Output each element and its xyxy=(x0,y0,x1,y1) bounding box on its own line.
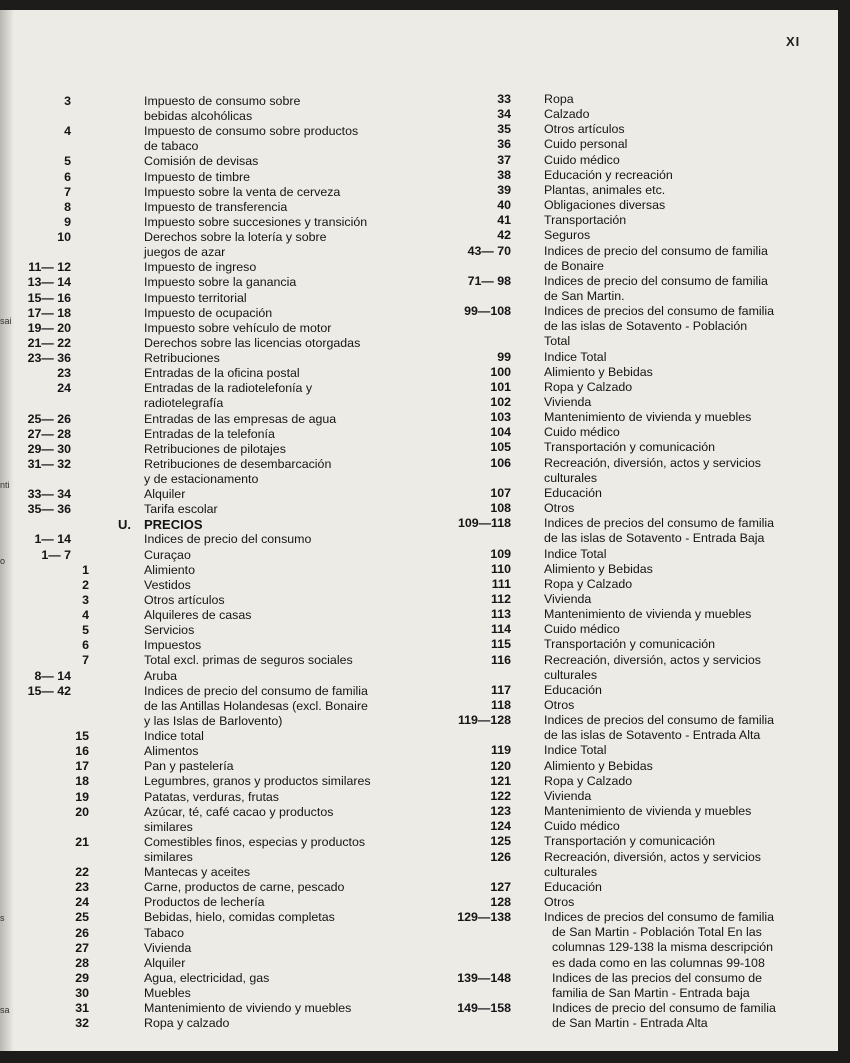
entry-text: Vivienda xyxy=(544,395,592,409)
entry-number: 24 xyxy=(57,381,71,396)
entry-number: 36 xyxy=(497,137,511,152)
entry-number: 26 xyxy=(75,925,89,940)
entry-text: Total xyxy=(544,334,571,349)
entry-text: de San Martin. xyxy=(544,288,625,303)
entry-text: Ropa xyxy=(544,92,574,106)
entry-text: Impuesto sobre vehículo de motor xyxy=(144,320,332,335)
entry-text: Impuesto sobre la venta de cerveza xyxy=(144,184,341,199)
entry-number: 121 xyxy=(490,773,511,788)
entry-number: 19 xyxy=(75,789,89,804)
entry-number: 24 xyxy=(75,895,89,910)
entry-number: 9 xyxy=(64,214,71,229)
entry-text: Vivienda xyxy=(144,940,192,955)
entry-text: Aruba xyxy=(144,668,178,683)
entry-number: 105 xyxy=(490,440,511,455)
entry-text: Plantas, animales etc. xyxy=(544,182,666,197)
entry-text: Carne, productos de carne, pescado xyxy=(144,880,345,895)
entry-text: Muebles xyxy=(144,986,191,1001)
entry-text: Ropa y calzado xyxy=(144,1016,230,1031)
entry-text: Alquiler xyxy=(144,955,186,970)
entry-text: Retribuciones de desembarcación xyxy=(144,456,332,471)
entry-text: Transportación y comunicación xyxy=(544,834,716,849)
entry-text: Derechos sobre las licencias otorgadas xyxy=(144,335,361,350)
entry-text: Indice Total xyxy=(544,349,607,364)
entry-number: 22 xyxy=(75,865,89,880)
entry-text: Indices de precios del consumo de familia xyxy=(544,713,775,728)
entry-number: 3 xyxy=(82,592,89,607)
entry-number: 99—108 xyxy=(464,304,511,319)
entry-text: de las islas de Sotavento - Población xyxy=(544,319,748,334)
entry-text: Mantecas y aceites xyxy=(144,865,251,880)
entry-number: U. xyxy=(118,517,131,533)
entry-number: 27— 28 xyxy=(27,426,71,441)
entry-number: 15 xyxy=(75,729,89,744)
entry-number: 35— 36 xyxy=(27,502,71,517)
entry-text: Educación y recreación xyxy=(544,167,673,182)
entry-text: Indices de precio del consumo de familia xyxy=(144,683,368,698)
entry-text: Total excl. primas de seguros sociales xyxy=(144,653,353,668)
entry-text: Ropa y Calzado xyxy=(544,773,633,788)
entry-text: culturales xyxy=(544,864,598,879)
entry-number: 122 xyxy=(490,788,511,803)
entry-number: 106 xyxy=(490,455,511,470)
entry-text: Legumbres, granos y productos similares xyxy=(144,774,371,789)
entry-text: Recreación, diversión, actos y servicios xyxy=(544,455,761,470)
entry-text: Indices de precio del consumo xyxy=(144,532,312,547)
entry-number: 118 xyxy=(491,698,511,712)
entry-text: Otros xyxy=(544,894,575,909)
entry-text: Alimiento xyxy=(144,562,195,577)
entry-number: 16 xyxy=(75,744,89,759)
entry-text: Recreación, diversión, actos y servicios xyxy=(544,849,761,864)
entry-number: 113 xyxy=(491,607,511,622)
entry-text: Otros artículos xyxy=(144,592,225,607)
entry-number: 11— 12 xyxy=(28,260,71,275)
entry-text: Mantenimiento de vivienda y muebles xyxy=(544,804,752,819)
entry-number: 101 xyxy=(490,379,511,394)
entry-number: 115 xyxy=(491,637,511,652)
entry-text: Vivienda xyxy=(544,591,592,606)
entry-text: Entradas de la telefonía xyxy=(144,426,275,441)
entry-number: 39 xyxy=(497,182,511,197)
entry-number: 112 xyxy=(491,591,511,606)
margin-fragment: sa xyxy=(0,1005,10,1015)
entry-number: 3 xyxy=(64,94,71,108)
entry-text: familia de San Martin - Entrada baja xyxy=(552,985,750,1000)
entry-number: 123 xyxy=(490,804,511,819)
entry-number: 31 xyxy=(75,1001,89,1016)
entry-text: Vivienda xyxy=(544,788,592,803)
entry-text: Entradas de la oficina postal xyxy=(144,366,300,381)
entry-number: 27 xyxy=(75,940,89,955)
entry-text: Tabaco xyxy=(144,925,184,940)
entry-text: Recreación, diversión, actos y servicios xyxy=(544,652,761,667)
entry-number: 32 xyxy=(75,1016,89,1031)
entry-text: Comisión de devisas xyxy=(144,154,259,169)
entry-number: 30 xyxy=(75,986,89,1001)
entry-text: de San Martin - Entrada Alta xyxy=(552,1016,708,1031)
entry-number: 29— 30 xyxy=(27,441,71,456)
entry-text: Alimiento y Bebidas xyxy=(544,364,653,379)
entry-number: 124 xyxy=(490,819,511,834)
entry-text: Comestibles finos, especias y productos xyxy=(144,834,366,849)
entry-number: 6 xyxy=(82,638,89,653)
entry-text: Indices de precios del consumo de familia xyxy=(544,304,775,319)
entry-number: 149—158 xyxy=(457,1001,511,1015)
margin-fragment: s xyxy=(0,913,5,923)
entry-number: 109 xyxy=(490,546,511,561)
entry-text: Bebidas, hielo, comidas completas xyxy=(144,910,335,925)
entry-text: Alimentos xyxy=(144,744,199,759)
entry-number: 23 xyxy=(75,880,89,895)
entry-number: 107 xyxy=(490,485,511,500)
entry-number: 126 xyxy=(490,849,511,864)
entry-text: Indice Total xyxy=(544,743,607,758)
entry-number: 34 xyxy=(497,107,511,122)
entry-number: 38 xyxy=(497,167,511,182)
entry-number: 17— 18 xyxy=(27,305,71,320)
entry-text: y las Islas de Barlovento) xyxy=(144,713,283,728)
entry-number: 102 xyxy=(490,395,511,409)
entry-text: Cuido médico xyxy=(544,152,620,167)
entry-number: 25— 26 xyxy=(27,411,71,426)
entry-number: 111 xyxy=(491,576,511,591)
entry-number: 33— 34 xyxy=(27,487,71,502)
entry-text: Impuesto de consumo sobre xyxy=(144,94,301,108)
entry-number: 41 xyxy=(497,213,511,228)
entry-text: Mantenimiento de viviendo y muebles xyxy=(144,1001,352,1016)
entry-number: 104 xyxy=(490,425,511,440)
entry-number: 116 xyxy=(491,652,511,667)
entry-text: Calzado xyxy=(544,107,590,122)
entry-text: Otros artículos xyxy=(544,122,625,137)
entry-number: 4 xyxy=(82,608,89,623)
entry-number: 99 xyxy=(497,349,511,364)
entry-number: 6 xyxy=(64,169,71,184)
entry-number: 7 xyxy=(64,184,71,199)
entry-text: Azúcar, té, café cacao y productos xyxy=(144,804,334,819)
entry-number: 15— 42 xyxy=(27,683,71,698)
entry-number: 120 xyxy=(490,758,511,773)
entry-text: Indices de precios del consumo de familia xyxy=(544,910,775,925)
entry-text: Impuesto de ocupación xyxy=(144,305,273,320)
entry-number: 28 xyxy=(75,955,89,970)
entry-text: de tabaco xyxy=(144,139,199,154)
entry-text: Ropa y Calzado xyxy=(544,576,633,591)
entry-text: Educación xyxy=(544,682,602,697)
entry-number: 5 xyxy=(82,623,89,638)
entry-text: culturales xyxy=(544,667,598,682)
entry-text: Productos de lechería xyxy=(144,895,265,910)
book-gutter-shadow xyxy=(0,10,14,1051)
margin-fragment: sai xyxy=(0,316,12,326)
entry-number: 119 xyxy=(491,743,511,758)
entry-number: 18 xyxy=(75,774,89,789)
entry-text: Mantenimiento de vivienda y muebles xyxy=(544,607,752,622)
entry-text: Tarifa escolar xyxy=(144,502,218,517)
entry-text: Indices de precio del consumo de familia xyxy=(544,273,768,288)
entry-number: 1— 7 xyxy=(41,547,71,562)
entry-text: Indices de las precios del consumo de xyxy=(552,970,763,985)
entry-text: Agua, electricidad, gas xyxy=(144,970,270,985)
entry-number: 23 xyxy=(57,366,71,381)
entry-text: bebidas alcohólicas xyxy=(144,109,253,124)
entry-number: 35 xyxy=(497,122,511,137)
entry-number: 20 xyxy=(75,804,89,819)
entry-number: 129—138 xyxy=(457,910,511,925)
entry-number: 139—148 xyxy=(457,970,511,985)
entry-text: Seguros xyxy=(544,228,591,243)
entry-text: Cuido médico xyxy=(544,622,620,637)
entry-number: 21 xyxy=(75,834,89,849)
entry-text: Retribuciones xyxy=(144,351,220,366)
scan-border xyxy=(0,1051,850,1063)
entry-text: Ropa y Calzado xyxy=(544,379,633,394)
entry-text: Impuesto de consumo sobre productos xyxy=(144,124,359,139)
entry-number: 5 xyxy=(64,154,71,169)
entry-text: Impuesto de timbre xyxy=(144,169,251,184)
entry-number: 103 xyxy=(490,410,511,425)
entry-number: 127 xyxy=(490,879,511,894)
entry-text: Impuesto de transferencia xyxy=(144,199,288,214)
entry-text: Entradas de la radiotelefonía y xyxy=(144,381,313,396)
entry-text: de las islas de Sotavento - Entrada Alta xyxy=(544,728,761,743)
entry-number: 23— 36 xyxy=(27,351,71,366)
entry-text: Indices de precio del consumo de familia xyxy=(544,243,768,258)
entry-text: Transportación y comunicación xyxy=(544,637,716,652)
entry-text: Alquiler xyxy=(144,487,186,502)
entry-text: similares xyxy=(144,850,193,864)
entry-number: 114 xyxy=(491,622,511,637)
entry-text: Cuido médico xyxy=(544,425,620,440)
entry-text: Otros xyxy=(544,501,575,516)
entry-text: Educación xyxy=(544,879,602,894)
entry-number: 31— 32 xyxy=(27,456,71,471)
entry-text: Curaçao xyxy=(144,547,191,562)
entry-text: de San Martin - Población Total En las xyxy=(552,925,762,940)
entry-text: Otros xyxy=(544,698,575,712)
entry-number: 128 xyxy=(490,894,511,909)
entry-number: 37 xyxy=(497,152,511,167)
entry-number: 43— 70 xyxy=(467,243,511,258)
entry-text: Impuesto de ingreso xyxy=(144,260,257,275)
entry-text: juegos de azar xyxy=(144,245,226,260)
entry-text: Servicios xyxy=(144,623,195,638)
entry-text: Indice Total xyxy=(544,546,607,561)
entry-number: 1 xyxy=(82,562,89,577)
entry-text: Retribuciones de pilotajes xyxy=(144,441,286,456)
entry-number: 125 xyxy=(490,834,511,849)
entry-text: radiotelegrafía xyxy=(144,396,224,411)
entry-number: 17 xyxy=(75,759,89,774)
margin-fragment: nti xyxy=(0,480,10,490)
entry-text: Patatas, verduras, frutas xyxy=(144,789,279,804)
entry-text: Transportación y comunicación xyxy=(544,440,716,455)
entry-text: columnas 129-138 la misma descripción xyxy=(552,940,774,955)
entry-text: Obligaciones diversas xyxy=(544,198,666,213)
entry-number: 4 xyxy=(64,124,71,139)
entry-text: Impuesto territorial xyxy=(144,290,247,305)
entry-text: Alimiento y Bebidas xyxy=(544,561,653,576)
entry-number: 40 xyxy=(497,198,511,213)
entry-number: 21— 22 xyxy=(27,335,71,350)
entry-number: 8 xyxy=(64,199,71,214)
entry-number: 25 xyxy=(75,910,89,925)
entry-text: Pan y pastelería xyxy=(144,759,234,774)
entry-text: Indice total xyxy=(144,729,204,744)
entry-number: 110 xyxy=(491,561,511,576)
entry-text: es dada como en las columnas 99-108 xyxy=(552,955,765,970)
entry-text: Educación xyxy=(544,485,602,500)
entry-text: culturales xyxy=(544,470,598,485)
entry-number: 1— 14 xyxy=(34,532,71,547)
entry-text: Cuido personal xyxy=(544,137,628,152)
entry-text: y de estacionamento xyxy=(144,472,259,486)
entry-text: Transportación xyxy=(544,213,627,228)
entry-text: Mantenimiento de vivienda y muebles xyxy=(544,410,752,425)
entry-number: 13— 14 xyxy=(27,275,71,290)
entry-text: Vestidos xyxy=(144,577,191,592)
entry-text: de Bonaire xyxy=(544,258,604,273)
entry-text: Alimiento y Bebidas xyxy=(544,758,653,773)
entry-number: 2 xyxy=(82,577,89,592)
entry-number: 71— 98 xyxy=(467,273,511,288)
entry-text: Alquileres de casas xyxy=(144,608,252,623)
entry-text: similares xyxy=(144,819,193,834)
entry-text: Cuido médico xyxy=(544,819,620,834)
entry-text: Impuestos xyxy=(144,638,202,653)
entry-text: Indices de precio del consumo de familia xyxy=(552,1001,776,1015)
entry-number: 100 xyxy=(490,364,511,379)
entry-number: 117 xyxy=(491,682,511,697)
entry-number: 15— 16 xyxy=(27,290,71,305)
entry-number: 10 xyxy=(57,230,71,245)
entry-number: 108 xyxy=(490,501,511,516)
entry-text: Indices de precios del consumo de familia xyxy=(544,516,775,531)
entry-text: de las Antillas Holandesas (excl. Bonaire xyxy=(144,698,368,713)
entry-text: de las islas de Sotavento - Entrada Baja xyxy=(544,531,765,546)
entry-text: Entradas de las empresas de agua xyxy=(144,411,337,426)
entry-number: 7 xyxy=(82,653,89,668)
entry-number: 8— 14 xyxy=(34,668,71,683)
entry-number: 33 xyxy=(497,92,511,106)
document-page xyxy=(0,10,838,1051)
margin-fragment: o xyxy=(0,556,6,566)
page-number: XI xyxy=(786,34,801,49)
entry-number: 29 xyxy=(75,970,89,985)
entry-number: 109—118 xyxy=(457,516,511,531)
entry-text: PRECIOS xyxy=(144,517,203,533)
entry-text: Impuesto sobre la ganancia xyxy=(144,275,297,290)
entry-number: 119—128 xyxy=(457,713,511,728)
entry-text: Derechos sobre la lotería y sobre xyxy=(144,230,327,245)
entry-number: 42 xyxy=(497,228,511,243)
entry-text: Impuesto sobre succesiones y transición xyxy=(144,214,368,229)
entry-number: 19— 20 xyxy=(27,320,71,335)
